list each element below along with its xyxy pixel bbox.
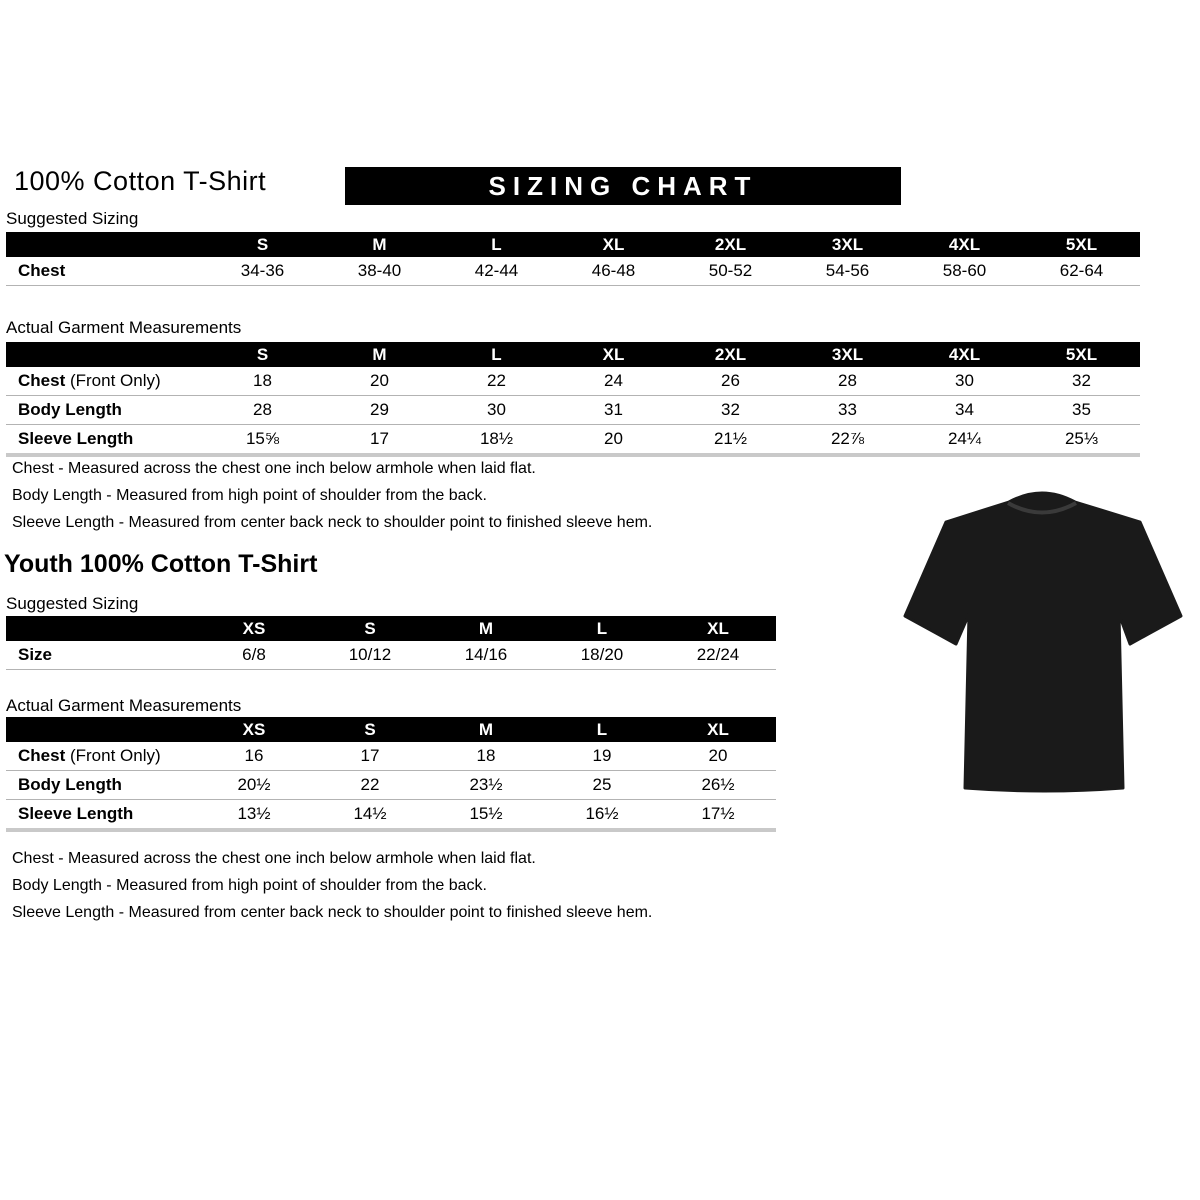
row-label-text: Size [18, 645, 53, 664]
table-header-row [6, 717, 776, 742]
value-cell: 38-40 [321, 257, 438, 286]
row-label-suffix: (Front Only) [65, 371, 161, 390]
row-label-chest-front-only [6, 367, 204, 396]
value-cell: 15⅝ [204, 425, 321, 456]
value-cell: 31 [555, 396, 672, 425]
table-header-row [6, 232, 1140, 257]
value-cell: 58-60 [906, 257, 1023, 286]
value-cell: 13½ [196, 800, 312, 831]
header-spacer [6, 342, 204, 367]
note-sleeve-length: Sleeve Length - Measured from center back neck to shoulder point to finished sleeve hem. [12, 514, 653, 531]
value-cell: 17½ [660, 800, 776, 831]
row-label-body-length [6, 396, 204, 425]
value-cell: 22⅞ [789, 425, 906, 456]
value-cell: 17 [312, 742, 428, 771]
value-cell: 17 [321, 425, 438, 456]
value-cell: 25 [544, 771, 660, 800]
value-cell: 18/20 [544, 641, 660, 670]
header-spacer [6, 232, 204, 257]
youth-actual-measurements-table [6, 717, 776, 832]
value-cell: 10/12 [312, 641, 428, 670]
row-label-text: Sleeve Length [18, 429, 134, 448]
table-header-row [6, 616, 776, 641]
col-header-2xl: 2XL [672, 342, 789, 367]
value-cell: 24 [555, 367, 672, 396]
col-header-xl: XL [660, 717, 776, 742]
row-label-chest [6, 257, 204, 286]
col-header-xs: XS [196, 616, 312, 641]
value-cell: 62-64 [1023, 257, 1140, 286]
value-cell: 34-36 [204, 257, 321, 286]
value-cell: 20 [321, 367, 438, 396]
value-cell: 22 [312, 771, 428, 800]
row-label-suffix: (Front Only) [65, 746, 161, 765]
youth-suggested-sizing-label: Suggested Sizing [6, 594, 139, 613]
value-cell: 18½ [438, 425, 555, 456]
col-header-l: L [438, 342, 555, 367]
col-header-5xl: 5XL [1023, 342, 1140, 367]
value-cell: 30 [906, 367, 1023, 396]
value-cell: 26 [672, 367, 789, 396]
row-label-text: Sleeve Length [18, 804, 134, 823]
value-cell: 32 [672, 396, 789, 425]
value-cell: 20 [555, 425, 672, 456]
value-cell: 18 [204, 367, 321, 396]
value-cell: 15½ [428, 800, 544, 831]
col-header-m: M [321, 342, 438, 367]
youth-product-title: Youth 100% Cotton T-Shirt [4, 550, 318, 578]
col-header-3xl: 3XL [789, 232, 906, 257]
row-label-text: Body Length [18, 775, 122, 794]
note-body-length: Body Length - Measured from high point of shoulder from the back. [12, 877, 487, 894]
value-cell: 18 [428, 742, 544, 771]
row-label-body-length [6, 771, 196, 800]
header-spacer [6, 616, 196, 641]
adult-suggested-sizing-table [6, 232, 1140, 286]
table-row-body-length [6, 771, 776, 800]
value-cell: 54-56 [789, 257, 906, 286]
youth-measurement-notes [12, 845, 652, 926]
row-label-text: Chest [18, 746, 66, 765]
col-header-xl: XL [660, 616, 776, 641]
col-header-s: S [204, 232, 321, 257]
col-header-4xl: 4XL [906, 232, 1023, 257]
col-header-s: S [204, 342, 321, 367]
youth-actual-measurements-label: Actual Garment Measurements [6, 696, 242, 715]
col-header-3xl: 3XL [789, 342, 906, 367]
col-header-m: M [428, 717, 544, 742]
col-header-xl: XL [555, 232, 672, 257]
black-tshirt-image [896, 476, 1188, 808]
row-label-text: Chest [18, 261, 66, 280]
note-chest: Chest - Measured across the chest one inch below armhole when laid flat. [12, 850, 536, 867]
row-label-text: Body Length [18, 400, 122, 419]
table-row-chest-front-only [6, 367, 1140, 396]
note-sleeve-length: Sleeve Length - Measured from center back neck to shoulder point to finished sleeve hem. [12, 904, 653, 921]
col-header-l: L [544, 616, 660, 641]
col-header-5xl: 5XL [1023, 232, 1140, 257]
value-cell: 14/16 [428, 641, 544, 670]
value-cell: 25⅓ [1023, 425, 1140, 456]
value-cell: 33 [789, 396, 906, 425]
value-cell: 6/8 [196, 641, 312, 670]
col-header-l: L [438, 232, 555, 257]
value-cell: 26½ [660, 771, 776, 800]
value-cell: 34 [906, 396, 1023, 425]
value-cell: 14½ [312, 800, 428, 831]
adult-measurement-notes [12, 455, 652, 536]
value-cell: 20 [660, 742, 776, 771]
table-row-chest [6, 257, 1140, 286]
row-label-size [6, 641, 196, 670]
value-cell: 30 [438, 396, 555, 425]
adult-suggested-sizing-label: Suggested Sizing [6, 209, 139, 228]
value-cell: 28 [204, 396, 321, 425]
value-cell: 24¼ [906, 425, 1023, 456]
sizing-chart-banner: SIZING CHART [345, 167, 901, 205]
col-header-xl: XL [555, 342, 672, 367]
row-label-chest-front-only [6, 742, 196, 771]
note-chest: Chest - Measured across the chest one inch below armhole when laid flat. [12, 460, 536, 477]
col-header-l: L [544, 717, 660, 742]
row-label-sleeve-length [6, 800, 196, 831]
tshirt-body-shape [905, 493, 1181, 791]
value-cell: 23½ [428, 771, 544, 800]
table-row-chest-front-only [6, 742, 776, 771]
row-label-text: Chest [18, 371, 66, 390]
value-cell: 42-44 [438, 257, 555, 286]
value-cell: 28 [789, 367, 906, 396]
note-body-length: Body Length - Measured from high point of shoulder from the back. [12, 487, 487, 504]
adult-actual-measurements-label: Actual Garment Measurements [6, 318, 242, 337]
table-row-size [6, 641, 776, 670]
value-cell: 46-48 [555, 257, 672, 286]
col-header-m: M [321, 232, 438, 257]
col-header-s: S [312, 616, 428, 641]
table-row-sleeve-length [6, 800, 776, 831]
col-header-xs: XS [196, 717, 312, 742]
adult-actual-measurements-table [6, 342, 1140, 457]
header-spacer [6, 717, 196, 742]
value-cell: 16½ [544, 800, 660, 831]
table-header-row [6, 342, 1140, 367]
col-header-2xl: 2XL [672, 232, 789, 257]
adult-product-title: 100% Cotton T-Shirt [14, 166, 267, 196]
col-header-4xl: 4XL [906, 342, 1023, 367]
table-row-body-length [6, 396, 1140, 425]
value-cell: 22/24 [660, 641, 776, 670]
value-cell: 50-52 [672, 257, 789, 286]
value-cell: 16 [196, 742, 312, 771]
table-row-sleeve-length [6, 425, 1140, 456]
col-header-m: M [428, 616, 544, 641]
row-label-sleeve-length [6, 425, 204, 456]
youth-suggested-sizing-table [6, 616, 776, 670]
value-cell: 21½ [672, 425, 789, 456]
value-cell: 20½ [196, 771, 312, 800]
value-cell: 35 [1023, 396, 1140, 425]
value-cell: 19 [544, 742, 660, 771]
value-cell: 29 [321, 396, 438, 425]
col-header-s: S [312, 717, 428, 742]
value-cell: 22 [438, 367, 555, 396]
value-cell: 32 [1023, 367, 1140, 396]
